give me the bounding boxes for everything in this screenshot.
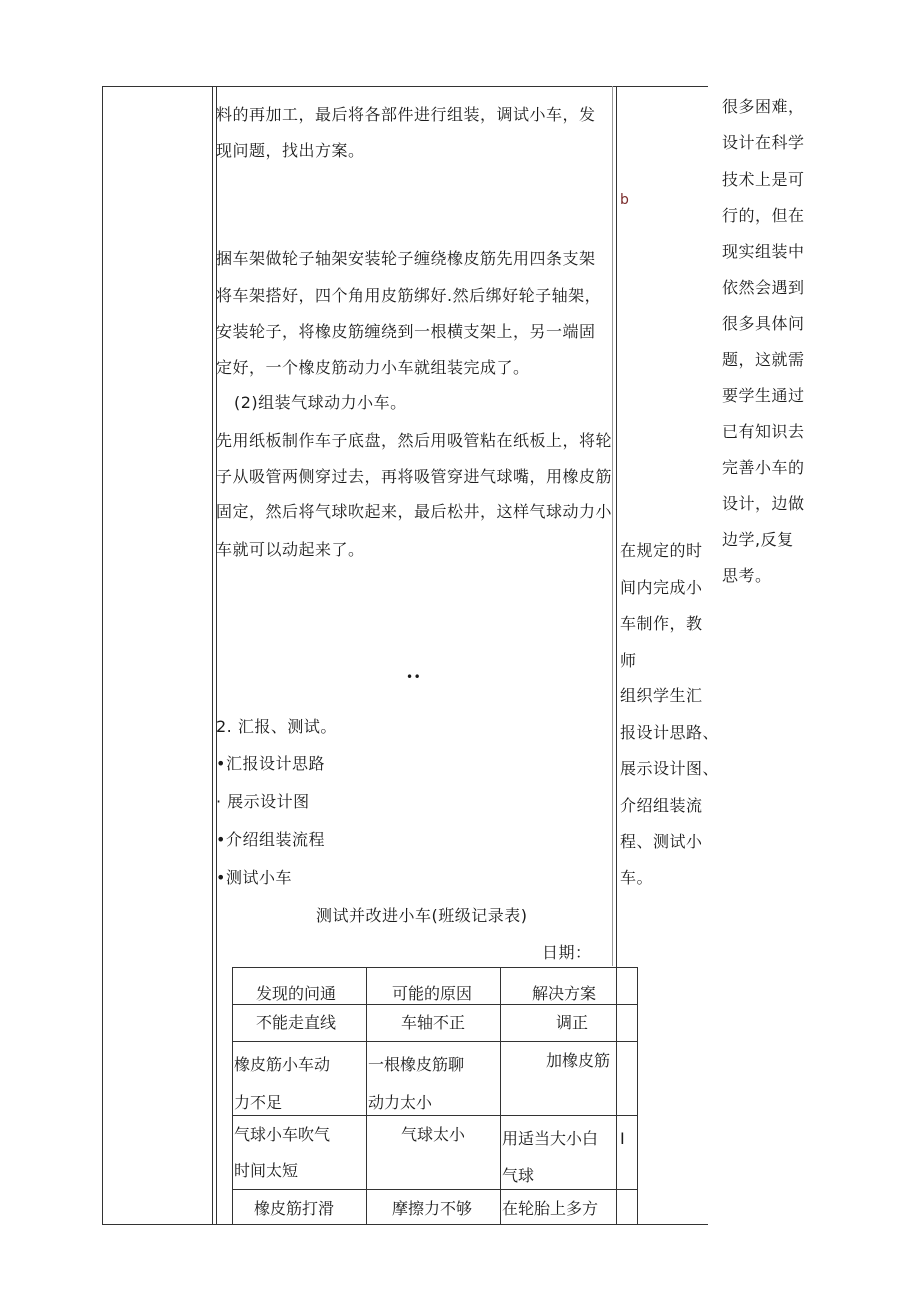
activity-line: 车。 bbox=[620, 868, 654, 887]
table-line bbox=[232, 1189, 638, 1190]
table-cell: 橡皮筋小车动 bbox=[234, 1055, 331, 1074]
table-cell: 在轮胎上多方 bbox=[502, 1199, 599, 1218]
intent-line: 很多具体问 bbox=[722, 314, 805, 333]
frame-bottom-line bbox=[102, 1224, 708, 1225]
table-line bbox=[637, 967, 638, 1225]
intent-line: 技术上是可 bbox=[722, 170, 805, 189]
intent-line: 现实组装中 bbox=[722, 242, 805, 261]
table-header-problem: 发现的问通 bbox=[256, 984, 337, 1003]
table-cell: 摩擦力不够 bbox=[392, 1199, 473, 1218]
content-line: 料的再加工，最后将各部件进行组装，调试小车，发 bbox=[216, 105, 596, 124]
content-line: 安装轮子，将橡皮筋缠绕到一根横支架上，另一端固 bbox=[216, 322, 596, 341]
table-line bbox=[232, 967, 638, 968]
intent-line: 依然会遇到 bbox=[722, 278, 805, 297]
intent-line: 设计，边做 bbox=[722, 494, 805, 513]
col3-marker: b bbox=[620, 192, 630, 208]
activity-line: 间内完成小 bbox=[620, 578, 703, 597]
content-line: •测试小车 bbox=[216, 868, 292, 887]
activity-line: 介绍组装流 bbox=[620, 796, 703, 815]
content-line: 现问题，找出方案。 bbox=[216, 141, 365, 160]
table-header-cause: 可能的原因 bbox=[392, 984, 473, 1003]
table-cell: 气球小车吹气 bbox=[234, 1125, 331, 1144]
table-cell: 调正 bbox=[556, 1013, 589, 1032]
frame-top-line bbox=[102, 86, 708, 87]
intent-line: 要学生通过 bbox=[722, 386, 805, 405]
activity-line: 程、测试小 bbox=[620, 832, 703, 851]
intent-line: 完善小车的 bbox=[722, 458, 805, 477]
intent-line: 很多困难， bbox=[722, 97, 805, 116]
table-cell: 动力太小 bbox=[368, 1093, 433, 1112]
col1-divider bbox=[212, 86, 213, 1225]
table-line bbox=[232, 1041, 638, 1042]
table-line bbox=[232, 1115, 638, 1116]
intent-line: 思考。 bbox=[722, 566, 772, 585]
content-line: 车就可以动起来了。 bbox=[216, 540, 365, 559]
table-header-solution: 解决方案 bbox=[532, 984, 597, 1003]
content-line: 将车架搭好，四个角用皮筋绑好.然后绑好轮子轴架， bbox=[216, 286, 602, 305]
content-line: (2)组装气球动力小车。 bbox=[234, 393, 407, 412]
table-line bbox=[232, 967, 233, 1225]
content-line: 先用纸板制作车子底盘，然后用吸管粘在纸板上，将轮 bbox=[216, 431, 613, 450]
col3-divider bbox=[616, 86, 617, 1225]
activity-line: 车制作，教 bbox=[620, 614, 703, 633]
table-cell: 力不足 bbox=[234, 1093, 283, 1112]
content-line: · 展示设计图 bbox=[216, 792, 310, 811]
content-line: 2. 汇报、测试。 bbox=[216, 717, 337, 736]
table-cell: 气球 bbox=[502, 1166, 535, 1185]
intent-line: 题，这就需 bbox=[722, 350, 805, 369]
table-cell: 加橡皮筋 bbox=[546, 1051, 611, 1070]
table-line bbox=[500, 967, 501, 1225]
activity-line: 报设计思路、 bbox=[620, 723, 720, 742]
dots-mark: •• bbox=[406, 670, 422, 684]
content-line: •介绍组装流程 bbox=[216, 830, 325, 849]
content-line: 子从吸管两侧穿过去，再将吸管穿进气球嘴，用橡皮筋 bbox=[216, 467, 613, 486]
content-line: 捆车架做轮子轴架安装轮子缠绕橡皮筋先用四条支架 bbox=[216, 249, 596, 268]
activity-line: 在规定的时 bbox=[620, 541, 703, 560]
table-cell: 气球太小 bbox=[401, 1125, 466, 1144]
intent-line: 边学,反复 bbox=[722, 530, 794, 549]
col3-divider-inner bbox=[612, 86, 613, 966]
activity-line: 组织学生汇 bbox=[620, 686, 703, 705]
intent-line: 设计在科学 bbox=[722, 133, 805, 152]
frame-left-line bbox=[102, 86, 103, 1225]
table-title: 测试并改进小车(班级记录表) bbox=[316, 906, 528, 925]
table-cell: 时间太短 bbox=[234, 1161, 299, 1180]
table-cell: 车轴不正 bbox=[401, 1013, 466, 1032]
activity-line: 师 bbox=[620, 651, 637, 670]
content-line: 固定，然后将气球吹起来，最后松井，这样气球动力小 bbox=[216, 502, 613, 521]
activity-line: 展示设计图、 bbox=[620, 759, 720, 778]
content-line: 定好，一个橡皮筋动力小车就组装完成了。 bbox=[216, 358, 530, 377]
date-label: 日期： bbox=[542, 943, 592, 962]
table-cell: 一根橡皮筋聊 bbox=[368, 1055, 465, 1074]
content-line: •汇报设计思路 bbox=[216, 754, 325, 773]
table-cell: 不能走直线 bbox=[256, 1013, 337, 1032]
table-cell: 用适当大小白 bbox=[502, 1129, 599, 1148]
table-extra-mark: I bbox=[620, 1129, 625, 1148]
table-line bbox=[366, 967, 367, 1225]
table-line bbox=[232, 1004, 638, 1005]
intent-line: 已有知识去 bbox=[722, 422, 805, 441]
intent-line: 行的，但在 bbox=[722, 206, 805, 225]
table-cell: 橡皮筋打滑 bbox=[254, 1199, 335, 1218]
